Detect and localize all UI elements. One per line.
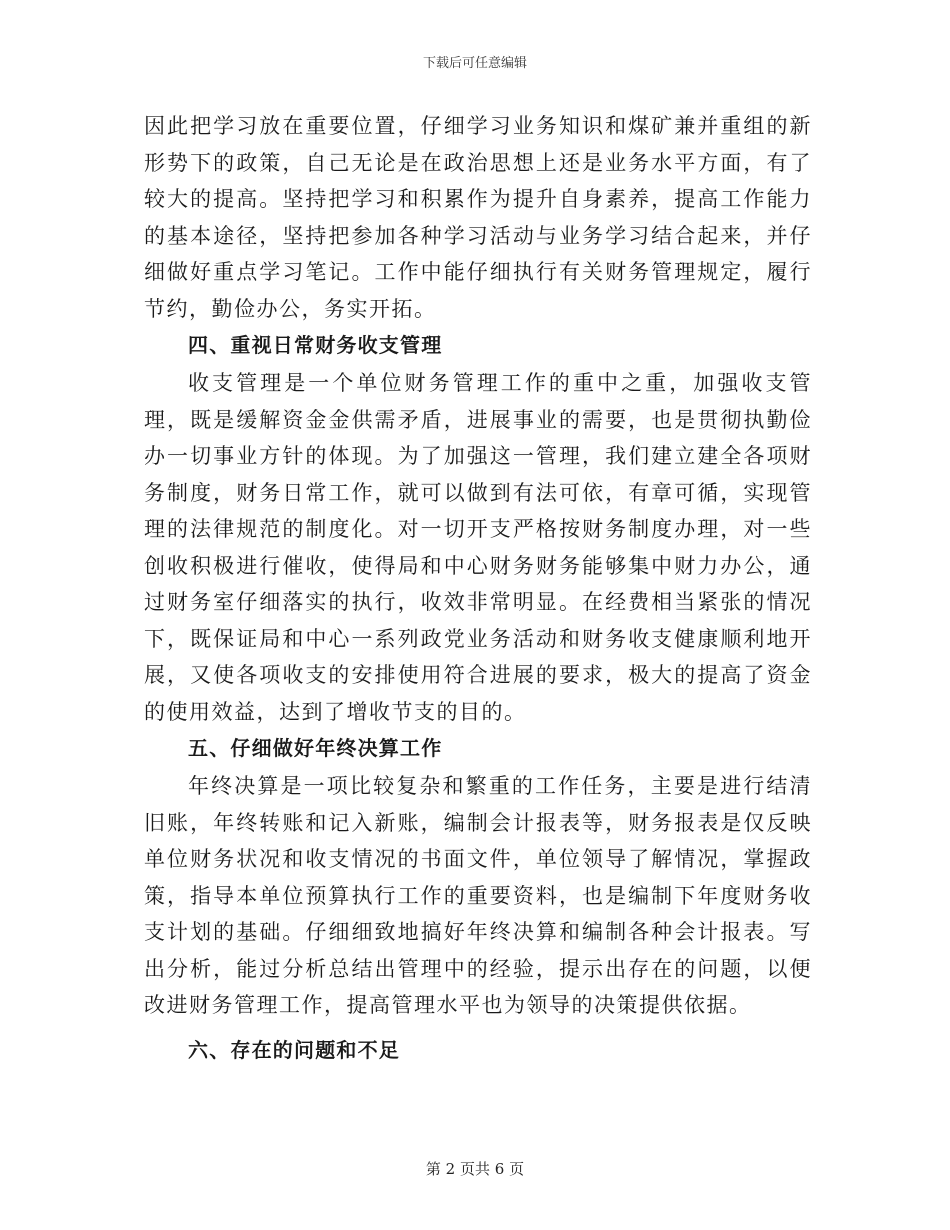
document-body: [144, 108, 812, 1070]
paragraph-revenue-management: 收支管理是一个单位财务管理工作的重中之重，加强收支管理，既是缓解资金金供需矛盾，进展事业的需要，也是贯彻执勤俭办一切事业方针的体现。为了加强这一管理，我们建立建全各项财务制度，财务日常工作，就可以做到有法可依，有章可循，实现管理的法律规范的制度化。对一切开支严格按财务制度办理，对一些创收积极进行催收，使得局和中心财务财务能够集中财力办公，通过财务室仔细落实的执行，收效非常明显。在经费相当紧张的情况下，既保证局和中心一系列政党业务活动和财务收支健康顺利地开展，又使各项收支的安排使用符合进展的要求，极大的提高了资金的使用效益，达到了增收节支的目的。: [144, 371, 812, 724]
page-header: 下载后可任意编辑: [422, 56, 527, 71]
paragraph-study: 因此把学习放在重要位置，仔细学习业务知识和煤矿兼并重组的新形势下的政策，自己无论是在政治思想上还是业务水平方面，有了较大的提高。坚持把学习和积累作为提升自身素养，提高工作能力的基本途径，坚持把参加各种学习活动与业务学习结合起来，并仔细做好重点学习笔记。工作中能仔细执行有关财务管理规定，履行节约，勤俭办公，务实开拓。: [144, 114, 812, 321]
heading-section-6: 六、存在的问题和不足: [188, 1037, 400, 1062]
page-footer: 第 2 页共 6 页: [425, 1160, 525, 1178]
heading-section-5: 五、仔细做好年终决算工作: [188, 736, 443, 760]
paragraph-year-end-accounts: 年终决算是一项比较复杂和繁重的工作任务，主要是进行结清旧账，年终转账和记入新账，编制会计报表等，财务报表是仅反映单位财务状况和收支情况的书面文件，单位领导了解情况，掌握政策，指导本单位预算执行工作的重要资料，也是编制下年度财务收支计划的基础。仔细细致地搞好年终决算和编制各种会计报表。写出分析，能过分析总结出管理中的经验，提示出存在的问题，以便改进财务管理工作，提高管理水平也为领导的决策提供依据。: [144, 774, 812, 1017]
heading-section-4: 四、重视日常财务收支管理: [188, 333, 443, 357]
